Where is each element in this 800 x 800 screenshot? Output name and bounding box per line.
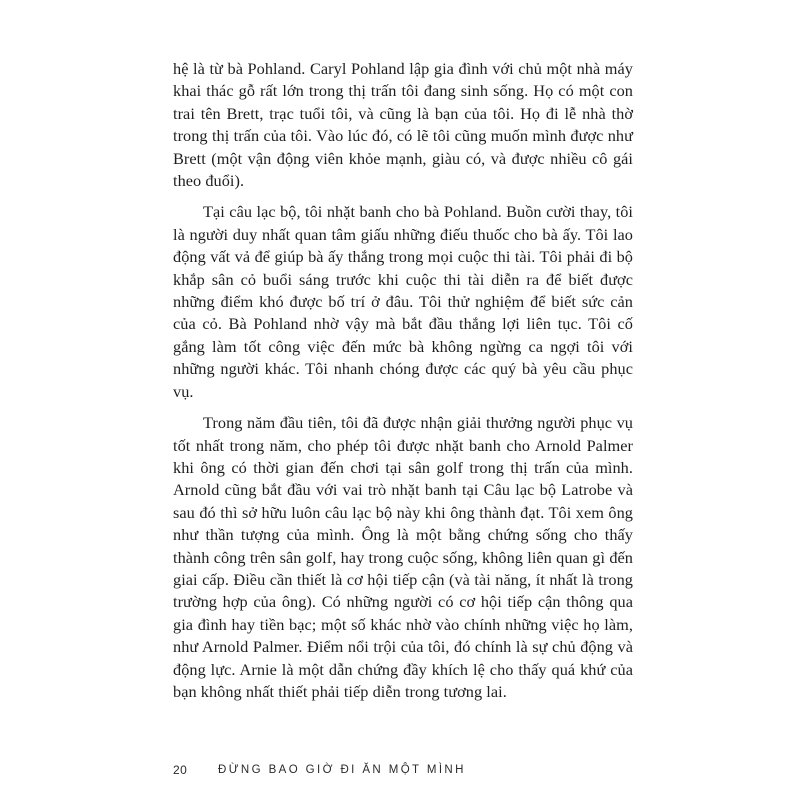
body-text <box>173 58 633 703</box>
paragraph-1: hệ là từ bà Pohland. Caryl Pohland lập gia đình với chủ một nhà máy khai thác gỗ rất lớn trong thị trấn tôi đang sinh sống. Họ có một con trai tên Brett, trạc tuổi tôi, và cũng là bạn của tôi. Họ đi lễ nhà thờ trong thị trấn của tôi. Vào lúc đó, có lẽ tôi cũng muốn mình được như Brett (một vận động viên khỏe mạnh, giàu có, và được nhiều cô gái theo đuổi). <box>173 59 633 191</box>
page-number: 20 <box>173 763 188 777</box>
page-footer <box>173 760 633 780</box>
paragraph-3: Trong năm đầu tiên, tôi đã được nhận giải thưởng người phục vụ tốt nhất trong năm, cho phép tôi được nhặt banh cho Arnold Palmer khi ông có thời gian đến chơi tại sân golf trong thị trấn của mình. Arnold cũng bắt đầu với vai trò nhặt banh tại Câu lạc bộ Latrobe và sau đó thì sở hữu luôn câu lạc bộ này khi ông thành đạt. Tôi xem ông như thần tượng của mình. Ông là một bằng chứng sống cho thấy thành công trên sân golf, hay trong cuộc sống, không liên quan gì đến giai cấp. Điều cần thiết là cơ hội tiếp cận (và tài năng, ít nhất là trong trường hợp của ông). Có những người có cơ hội tiếp cận thông qua gia đình hay tiền bạc; một số khác nhờ vào chính những việc họ làm, như Arnold Palmer. Điểm nổi trội của tôi, đó chính là sự chủ động và động lực. Arnie là một dẫn chứng đầy khích lệ cho thấy quá khứ của bạn không nhất thiết phải tiếp diễn trong tương lai. <box>173 413 633 701</box>
running-title: ĐỪNG BAO GIỜ ĐI ĂN MỘT MÌNH <box>218 764 466 776</box>
paragraph-2: Tại câu lạc bộ, tôi nhặt banh cho bà Pohland. Buồn cười thay, tôi là người duy nhất quan tâm giấu những điếu thuốc cho bà ấy. Tôi lao động vất vả để giúp bà ấy thắng trong mọi cuộc thi tài. Tôi phải đi bộ khắp sân cỏ buổi sáng trước khi cuộc thi tài diễn ra để biết được những điểm khó được bố trí ở đâu. Tôi thử nghiệm để biết sức cản của cỏ. Bà Pohland nhờ vậy mà bắt đầu thắng lợi liên tục. Tôi cố gắng làm tốt công việc đến mức bà không ngừng ca ngợi tôi với những người khác. Tôi nhanh chóng được các quý bà yêu cầu phục vụ. <box>173 202 633 401</box>
